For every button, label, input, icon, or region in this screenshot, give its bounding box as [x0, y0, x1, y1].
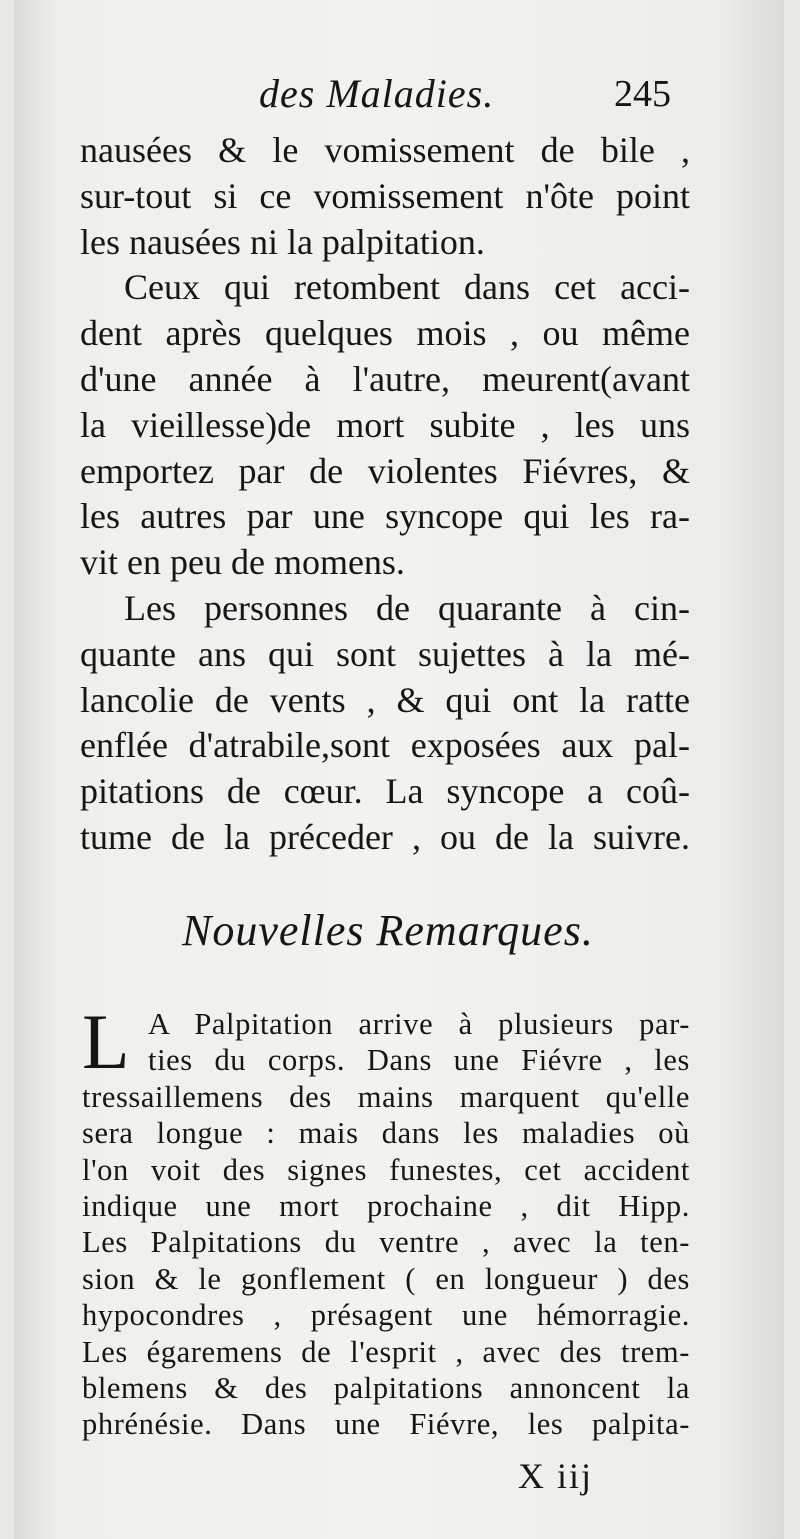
text-line: ties du corps. Dans une Fiévre , les	[148, 1043, 690, 1078]
text-line: l'on voit des signes funestes, cet accident	[82, 1152, 690, 1187]
text-line: d'une année à l'autre, meurent(avant	[80, 358, 690, 399]
text-line: sera longue : mais dans les maladies où	[82, 1116, 690, 1151]
text-line: sion & le gonflement ( en longueur ) des	[82, 1261, 690, 1296]
text-line: lancolie de vents , & qui ont la ratte	[80, 679, 690, 720]
text-line: phrénésie. Dans une Fiévre, les palpita-	[82, 1407, 690, 1442]
text-line: pitations de cœur. La syncope a coû-	[80, 771, 690, 812]
text-line: blemens & des palpitations annoncent la	[82, 1371, 690, 1406]
running-title: des Maladies.	[259, 71, 495, 116]
text-line: enflée d'atrabile,sont exposées aux pal-	[80, 725, 690, 766]
page-number: 245	[614, 73, 671, 115]
page-header	[14, 70, 784, 130]
signature-mark: X iij	[518, 1456, 594, 1496]
text-line: vit en peu de momens.	[80, 542, 405, 583]
section-heading: Nouvelles Remarques.	[182, 906, 594, 955]
text-line: A Palpitation arrive à plusieurs par-	[148, 1007, 690, 1041]
text-line: indique une mort prochaine , dit Hipp.	[82, 1189, 690, 1224]
text-line: hypocondres , présagent une hémorragie.	[82, 1298, 690, 1333]
text-line: tume de la préceder , ou de la suivre.	[80, 816, 690, 857]
paragraph-relapse	[80, 265, 690, 586]
text-line: dent après quelques mois , ou même	[80, 313, 690, 354]
drop-cap: L	[82, 998, 131, 1085]
text-line: sur-tout si ce vomissement n'ôte point	[80, 175, 690, 216]
text-line: nausées & le vomissement de bile ,	[80, 130, 690, 170]
text-line: Les Palpitations du ventre , avec la ten-	[82, 1225, 690, 1260]
text-line: les autres par une syncope qui les ra-	[80, 496, 690, 537]
book-page	[14, 0, 784, 1539]
body-text	[80, 128, 690, 861]
remarks-text	[82, 998, 690, 1443]
text-line: emportez par de violentes Fiévres, &	[80, 450, 690, 491]
text-line: quante ans qui sont sujettes à la mé-	[80, 633, 690, 674]
paragraph-melancholy	[80, 586, 690, 861]
text-line: tressaillemens des mains marquent qu'elle	[82, 1079, 690, 1114]
paragraph-continuation	[80, 128, 690, 265]
text-line: Les personnes de quarante à cin-	[124, 587, 690, 628]
text-line: la vieillesse)de mort subite , les uns	[80, 404, 690, 445]
text-line: les nausées ni la palpitation.	[80, 221, 485, 262]
text-line: Les égaremens de l'esprit , avec des trem-	[82, 1334, 690, 1369]
text-line: Ceux qui retombent dans cet acci-	[124, 267, 690, 308]
